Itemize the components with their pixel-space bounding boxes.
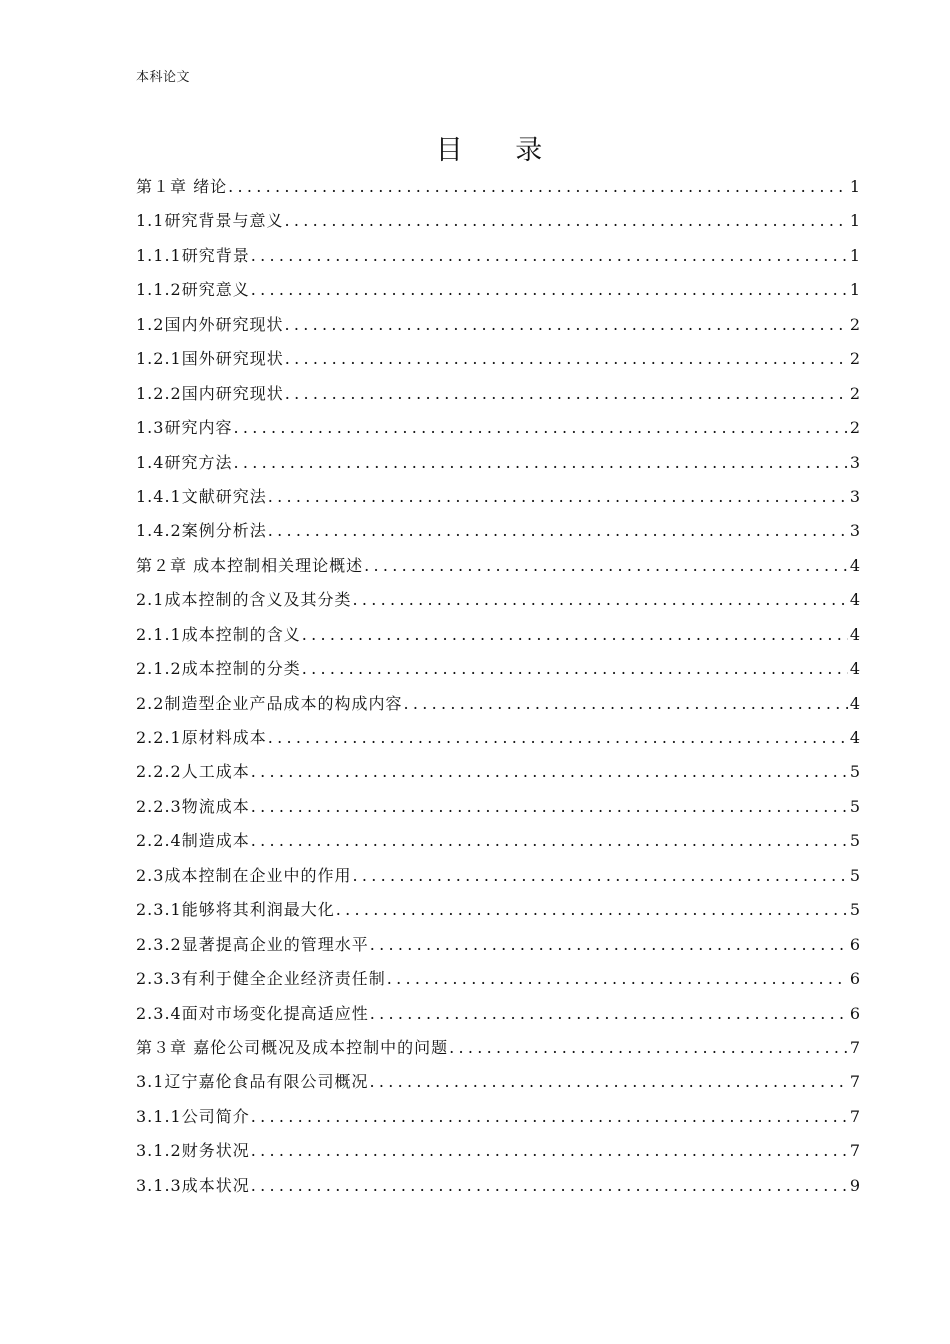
toc-dot-leader	[251, 239, 848, 273]
toc-entry-page-number: 9	[849, 1175, 860, 1195]
toc-entry-page-number: 7	[849, 1106, 860, 1126]
toc-dot-leader	[352, 583, 847, 617]
toc-entry-page-number: 4	[849, 659, 860, 679]
toc-entry-title: 3.1.3成本状况	[136, 1175, 250, 1195]
toc-entry-title: 第２章 成本控制相关理论概述	[136, 555, 364, 575]
toc-entry-title: 1.4研究方法	[136, 452, 233, 472]
toc-entry[interactable]	[136, 480, 860, 514]
toc-entry[interactable]	[136, 652, 860, 686]
toc-dot-leader	[285, 342, 848, 376]
toc-entry-title: 2.1.1成本控制的含义	[136, 624, 301, 644]
toc-entry-title: 1.3研究内容	[136, 418, 233, 438]
toc-dot-leader	[251, 755, 848, 789]
toc-entry-page-number: 1	[849, 245, 860, 265]
toc-entry[interactable]	[136, 859, 860, 893]
toc-entry-title: 1.1.1研究背景	[136, 245, 250, 265]
toc-entry-page-number: 6	[849, 969, 860, 989]
toc-entry-title: 2.2制造型企业产品成本的构成内容	[136, 693, 403, 713]
toc-entry-title: 3.1辽宁嘉伦食品有限公司概况	[136, 1072, 369, 1092]
toc-entry-page-number: 4	[849, 624, 860, 644]
toc-dot-leader	[251, 1169, 848, 1203]
toc-dot-leader	[370, 928, 848, 962]
toc-entry[interactable]	[136, 411, 860, 445]
toc-entry-page-number: 4	[849, 555, 860, 575]
toc-entry[interactable]	[136, 342, 860, 376]
toc-entry-title: 2.1.2成本控制的分类	[136, 659, 301, 679]
toc-entry-page-number: 6	[849, 1003, 860, 1023]
toc-entry-title: 2.2.3物流成本	[136, 796, 250, 816]
toc-dot-leader	[387, 962, 848, 996]
toc-entry-title: 2.2.4制造成本	[136, 831, 250, 851]
toc-dot-leader	[268, 514, 848, 548]
toc-entry[interactable]	[136, 790, 860, 824]
toc-entry-page-number: 3	[849, 486, 860, 506]
toc-entry[interactable]	[136, 239, 860, 273]
toc-entry[interactable]	[136, 549, 860, 583]
toc-entry-title: 第３章 嘉伦公司概况及成本控制中的问题	[136, 1037, 449, 1057]
toc-entry[interactable]	[136, 755, 860, 789]
toc-dot-leader	[251, 1100, 848, 1134]
toc-entry[interactable]	[136, 204, 860, 238]
toc-entry[interactable]	[136, 1134, 860, 1168]
toc-entry-page-number: 6	[849, 934, 860, 954]
toc-entry[interactable]	[136, 687, 860, 721]
toc-entry-page-number: 1	[849, 177, 860, 196]
toc-entry-page-number: 5	[849, 796, 860, 816]
toc-entry-page-number: 5	[849, 865, 860, 885]
toc-dot-leader	[268, 721, 848, 755]
toc-dot-leader	[302, 652, 848, 686]
toc-entry[interactable]	[136, 170, 860, 204]
toc-entry-page-number: 7	[849, 1072, 860, 1092]
toc-entry[interactable]	[136, 583, 860, 617]
toc-entry-page-number: 2	[849, 314, 860, 334]
toc-entry-page-number: 1	[849, 211, 860, 231]
toc-dot-leader	[268, 480, 848, 514]
toc-title: 目 录	[435, 135, 565, 166]
toc-entry-title: 1.2国内外研究现状	[136, 314, 284, 334]
toc-dot-leader	[233, 446, 847, 480]
toc-entry-page-number: 5	[849, 762, 860, 782]
toc-entry-title: 2.2.1原材料成本	[136, 728, 267, 747]
toc-entry-title: 2.2.2人工成本	[136, 762, 250, 782]
toc-entry[interactable]	[136, 1169, 860, 1203]
toc-dot-leader	[352, 859, 847, 893]
toc-dot-leader	[369, 1065, 847, 1099]
toc-dot-leader	[228, 170, 848, 204]
toc-entry-title: 2.3.4面对市场变化提高适应性	[136, 1003, 369, 1023]
toc-entry-page-number: 3	[849, 452, 860, 472]
toc-dot-leader	[370, 997, 848, 1031]
toc-entry[interactable]	[136, 893, 860, 927]
toc-dot-leader	[449, 1031, 848, 1065]
toc-entry-title: 2.3成本控制在企业中的作用	[136, 865, 352, 885]
toc-dot-leader	[336, 893, 848, 927]
toc-entry[interactable]	[136, 514, 860, 548]
toc-entry-title: 1.2.2国内研究现状	[136, 383, 284, 403]
toc-entry[interactable]	[136, 446, 860, 480]
page-header-label: 本科论文	[136, 70, 191, 85]
table-of-contents	[136, 170, 860, 1203]
toc-entry[interactable]	[136, 273, 860, 307]
toc-entry-title: 1.1研究背景与意义	[136, 211, 284, 231]
toc-dot-leader	[302, 618, 848, 652]
toc-dot-leader	[284, 308, 847, 342]
toc-entry-page-number: 2	[849, 418, 860, 438]
toc-entry-page-number: 5	[849, 831, 860, 851]
toc-entry-title: 2.1成本控制的含义及其分类	[136, 590, 352, 610]
toc-dot-leader	[251, 790, 848, 824]
toc-entry[interactable]	[136, 618, 860, 652]
toc-dot-leader	[233, 411, 847, 445]
toc-entry-page-number: 3	[849, 521, 860, 541]
toc-entry-title: 2.3.2显著提高企业的管理水平	[136, 934, 369, 954]
toc-entry-title: 2.3.1能够将其利润最大化	[136, 900, 335, 920]
toc-entry-title: 1.1.2研究意义	[136, 280, 250, 300]
toc-entry[interactable]	[136, 962, 860, 996]
toc-entry-page-number: 5	[849, 900, 860, 920]
toc-entry-title: 3.1.2财务状况	[136, 1141, 250, 1161]
toc-entry-page-number: 7	[849, 1037, 860, 1057]
toc-entry[interactable]	[136, 1031, 860, 1065]
toc-entry-title: 第１章 绪论	[136, 177, 228, 196]
toc-entry[interactable]	[136, 721, 860, 755]
toc-entry-title: 1.2.1国外研究现状	[136, 349, 284, 369]
toc-dot-leader	[251, 273, 848, 307]
toc-entry[interactable]	[136, 1065, 860, 1099]
toc-dot-leader	[251, 824, 848, 858]
toc-entry[interactable]	[136, 928, 860, 962]
toc-entry-title: 3.1.1公司简介	[136, 1106, 250, 1126]
toc-entry-title: 1.4.2案例分析法	[136, 521, 267, 541]
toc-entry-page-number: 2	[849, 349, 860, 369]
toc-dot-leader	[284, 204, 847, 238]
toc-entry[interactable]	[136, 377, 860, 411]
toc-entry-page-number: 4	[849, 590, 860, 610]
toc-entry[interactable]	[136, 997, 860, 1031]
toc-dot-leader	[403, 687, 847, 721]
toc-entry-page-number: 4	[849, 728, 860, 747]
toc-entry-page-number: 4	[849, 693, 860, 713]
toc-entry[interactable]	[136, 824, 860, 858]
toc-entry-title: 2.3.3有利于健全企业经济责任制	[136, 969, 386, 989]
toc-entry[interactable]	[136, 1100, 860, 1134]
toc-entry[interactable]	[136, 308, 860, 342]
toc-entry-page-number: 7	[849, 1141, 860, 1161]
toc-dot-leader	[251, 1134, 848, 1168]
toc-entry-page-number: 2	[849, 383, 860, 403]
toc-dot-leader	[364, 549, 848, 583]
toc-dot-leader	[285, 377, 848, 411]
toc-entry-page-number: 1	[849, 280, 860, 300]
toc-entry-title: 1.4.1文献研究法	[136, 486, 267, 506]
